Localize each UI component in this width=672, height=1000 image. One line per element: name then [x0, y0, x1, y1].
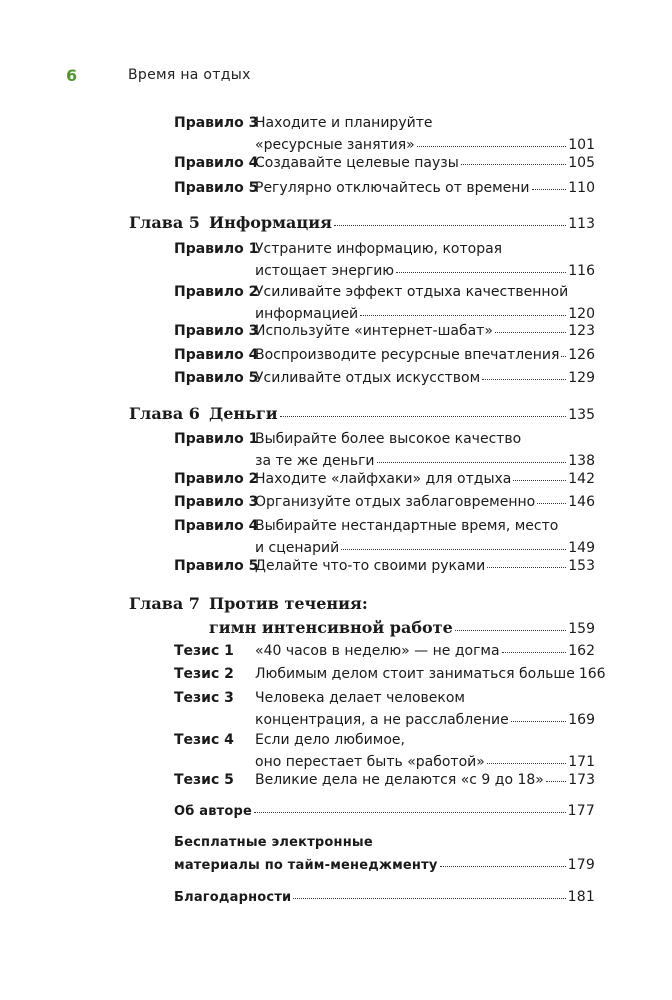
entry-title-line: Любимым делом стоит заниматься больше [255, 666, 575, 682]
entry-title-line: Устраните информацию, которая [255, 241, 503, 257]
rule-label: Правило 3 [174, 115, 259, 131]
back-matter-title: Благодарности [174, 890, 292, 905]
leader-dots [482, 365, 566, 380]
rule-label: Правило 5 [174, 370, 259, 386]
entry-title-line: за те же деньги [255, 453, 375, 469]
leader-dots [455, 616, 566, 631]
leader-dots [341, 535, 566, 550]
chapter-heading[interactable] [129, 402, 595, 426]
running-head [0, 66, 672, 88]
thesis-label: Тезис 3 [174, 690, 234, 706]
chapter-heading[interactable] [129, 211, 595, 235]
entry-page: 146 [568, 494, 595, 510]
entry-page: 169 [568, 712, 595, 728]
rule-label: Правило 1 [174, 241, 259, 257]
entry-page: 126 [568, 347, 595, 363]
page-number: 6 [66, 66, 78, 85]
rule-label: Правило 2 [174, 284, 259, 300]
entry-page: 142 [568, 471, 595, 487]
entry-page: 171 [568, 754, 595, 770]
entry-title-line: и сценарий [255, 540, 340, 556]
rule-label: Правило 4 [174, 518, 259, 534]
leader-dots [254, 798, 566, 813]
chapter-title: Информация [209, 213, 332, 232]
leader-dots [495, 318, 566, 333]
leader-dots [377, 448, 567, 463]
leader-dots [546, 767, 566, 782]
entry-page: 138 [568, 453, 595, 469]
entry-title-line: концентрация, а не расслабление [255, 712, 509, 728]
entry-page: 101 [568, 137, 595, 153]
entry-page: 129 [568, 370, 595, 386]
entry-title-line: «ресурсные занятия» [255, 137, 415, 153]
entry-page: 162 [568, 643, 595, 659]
entry-page: 116 [568, 263, 595, 279]
leader-dots [280, 402, 567, 417]
entry-title-line: Создавайте целевые паузы [255, 155, 459, 171]
entry-title-line: Организуйте отдых заблаговременно [255, 494, 536, 510]
back-matter-title: Об авторе [174, 804, 253, 819]
leader-dots [532, 175, 567, 190]
entry-page: 173 [568, 772, 595, 788]
entry-title-line: Выбирайте более высокое качество [255, 431, 522, 447]
entry-page: 110 [568, 180, 595, 196]
chapter-title: Деньги [209, 404, 278, 423]
entry-title-line: Усиливайте отдых искусством [255, 370, 481, 386]
leader-dots [487, 553, 566, 568]
leader-dots [334, 211, 566, 226]
entry-title-line: оно перестает быть «работой» [255, 754, 485, 770]
toc-free-materials[interactable] [174, 832, 595, 876]
entry-title-line: истощает энергию [255, 263, 395, 279]
entry-title-line: Человека делает человеком [255, 690, 465, 706]
chapter-page: 135 [568, 407, 595, 423]
entry-title-line: Находите «лайфхаки» для отдыха [255, 471, 512, 487]
entry-title-line: Делайте что-то своими руками [255, 558, 486, 574]
chapter-page: 159 [568, 621, 595, 637]
leader-dots [293, 884, 565, 899]
back-matter-title: Бесплатные электронные [174, 835, 373, 850]
entry-page: 179 [567, 857, 595, 873]
rule-label: Правило 3 [174, 323, 259, 339]
entry-page: 123 [568, 323, 595, 339]
leader-dots [461, 150, 566, 165]
toc-about-author[interactable] [174, 800, 595, 822]
leader-dots [537, 489, 566, 504]
entry-title-line: Если дело любимое, [255, 732, 405, 748]
chapter-title: Против течения: [209, 594, 368, 613]
rule-label: Правило 5 [174, 180, 259, 196]
entry-page: 149 [568, 540, 595, 556]
entry-title-line: Усиливайте эффект отдыха качественной [255, 284, 569, 300]
entry-title-line: Великие дела не делаются «с 9 до 18» [255, 772, 544, 788]
rule-label: Правило 1 [174, 431, 259, 447]
leader-dots [487, 749, 566, 764]
entry-page: 177 [567, 803, 595, 819]
entry-title-line: Воспроизводите ресурсные впечатления [255, 347, 560, 363]
running-head-title: Время на отдых [128, 67, 251, 83]
entry-title-line: «40 часов в неделю» — не догма [255, 643, 500, 659]
rule-label: Правило 2 [174, 471, 259, 487]
chapter-number: Глава 6 [129, 404, 200, 423]
leader-dots [511, 707, 567, 722]
chapter-title: гимн интенсивной работе [209, 618, 453, 637]
thesis-label: Тезис 2 [174, 666, 234, 682]
leader-dots [440, 852, 566, 867]
entry-page: 120 [568, 306, 595, 322]
chapter-heading[interactable] [129, 592, 595, 640]
entry-page: 153 [568, 558, 595, 574]
chapter-page: 113 [568, 216, 595, 232]
entry-title-line: Используйте «интернет-шабат» [255, 323, 493, 339]
leader-dots [360, 301, 566, 316]
rule-label: Правило 3 [174, 494, 259, 510]
entry-title-line: Выбирайте нестандартные время, место [255, 518, 559, 534]
back-matter-title: материалы по тайм-менеджменту [174, 858, 438, 873]
entry-page: 166 [578, 666, 606, 682]
entry-title-line: Находите и планируйте [255, 115, 433, 131]
entry-page: 105 [568, 155, 595, 171]
leader-dots [417, 132, 567, 147]
thesis-label: Тезис 5 [174, 772, 234, 788]
rule-label: Правило 4 [174, 155, 259, 171]
thesis-label: Тезис 1 [174, 643, 234, 659]
entry-page: 181 [567, 889, 595, 905]
rule-label: Правило 5 [174, 558, 259, 574]
chapter-number: Глава 5 [129, 213, 200, 232]
entry-title-line: информацией [255, 306, 359, 322]
thesis-label: Тезис 4 [174, 732, 234, 748]
entry-title-line: Регулярно отключайтесь от времени [255, 180, 530, 196]
leader-dots [513, 466, 566, 481]
chapter-number: Глава 7 [129, 594, 200, 613]
leader-dots [502, 638, 567, 653]
leader-dots [561, 342, 566, 357]
leader-dots [396, 258, 566, 273]
toc-acknowledgements[interactable] [174, 886, 595, 908]
rule-label: Правило 4 [174, 347, 259, 363]
